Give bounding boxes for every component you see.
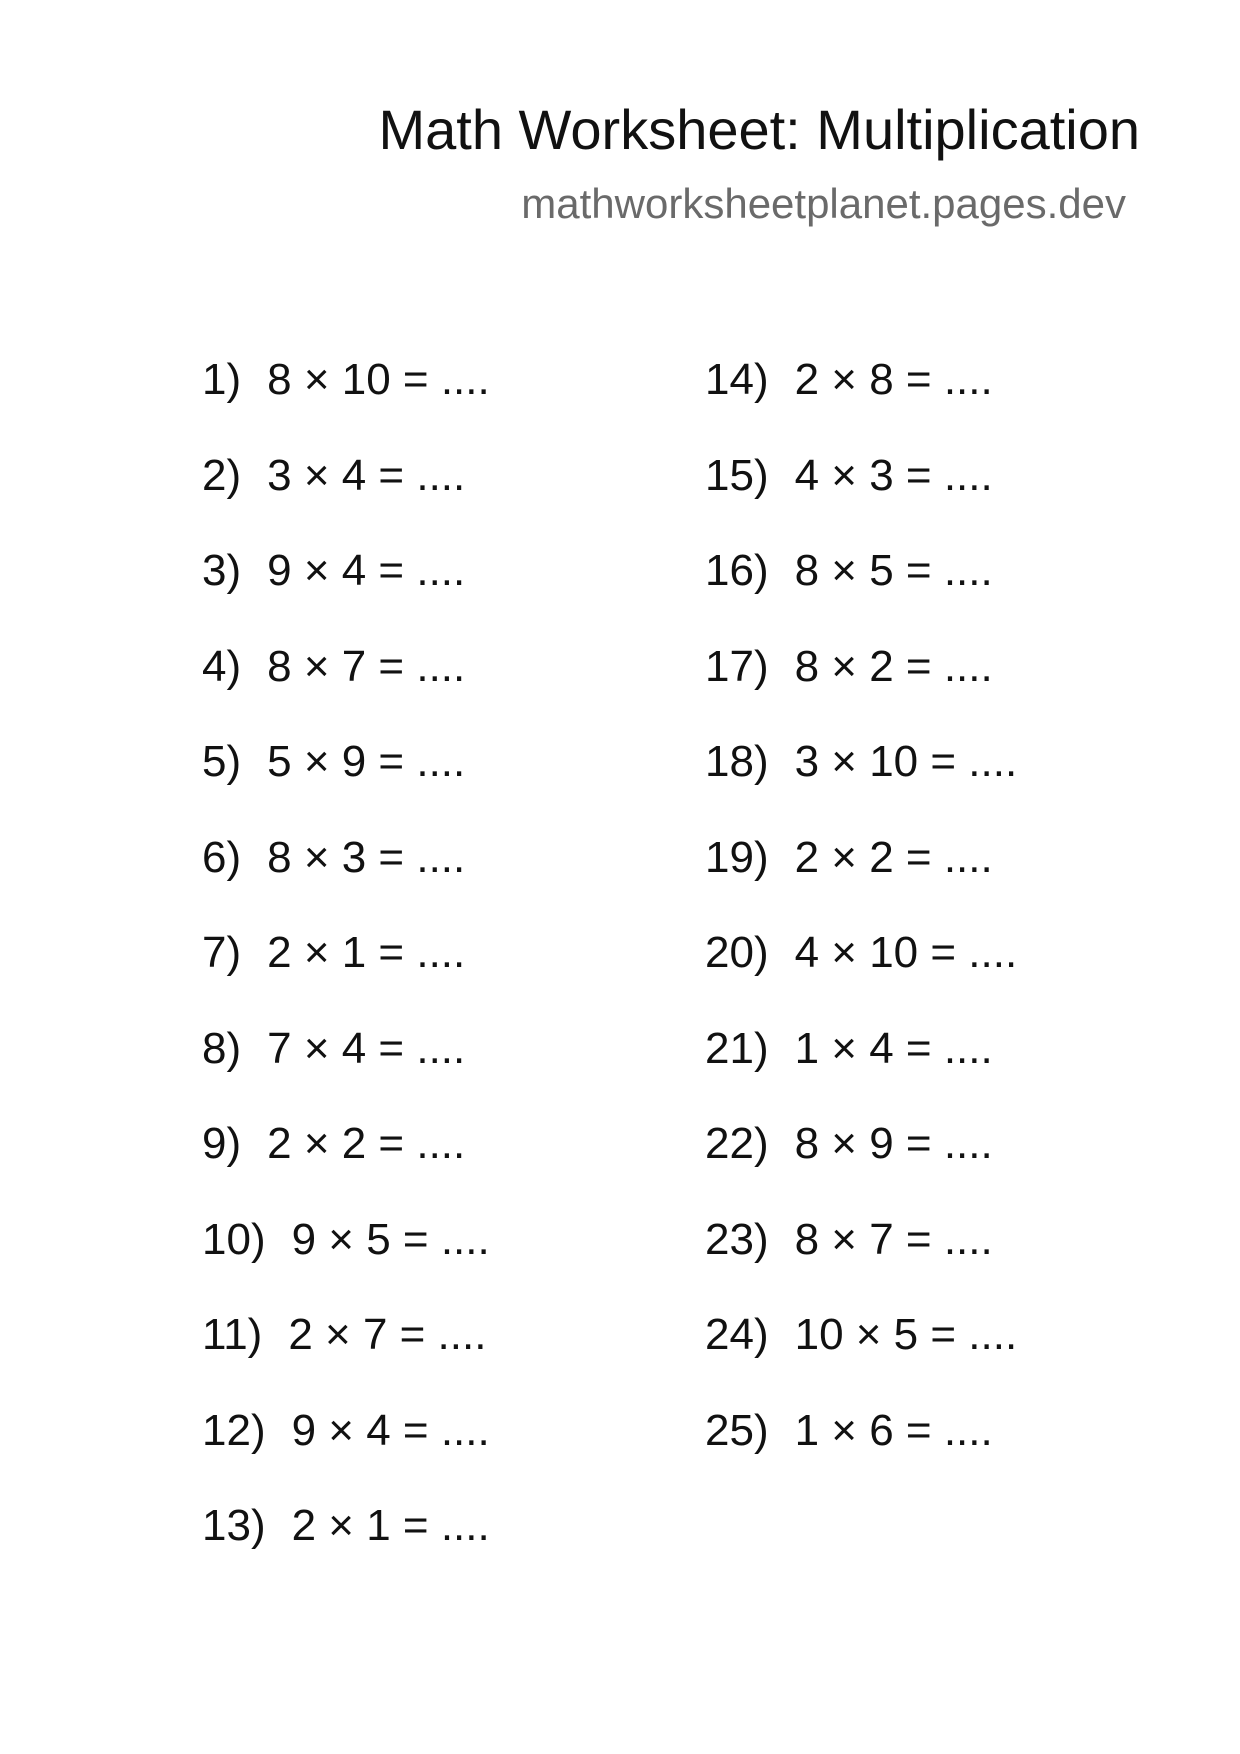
problem-item (202, 1399, 490, 1495)
problem-column-right (705, 348, 1017, 1494)
problem-number: 1) (202, 355, 242, 404)
problem-expression: 8 × 5 = .... (794, 546, 993, 595)
problem-item (705, 444, 1017, 540)
problem-expression: 4 × 3 = .... (794, 450, 993, 500)
problem-item (705, 1303, 1017, 1399)
problem-number: 15) (705, 450, 769, 500)
problem-number: 4) (202, 641, 242, 691)
problem-number: 24) (705, 1310, 769, 1359)
problem-number: 23) (705, 1214, 769, 1264)
problem-item (705, 635, 1017, 731)
problem-expression: 2 × 2 = .... (794, 832, 993, 882)
problem-number: 14) (705, 355, 769, 404)
problem-item (202, 1017, 490, 1113)
problem-item (705, 1112, 1017, 1208)
problem-item (202, 1208, 490, 1304)
problem-item (705, 730, 1017, 826)
problem-expression: 8 × 10 = .... (267, 355, 490, 404)
problem-expression: 7 × 4 = .... (267, 1023, 466, 1073)
problem-item (202, 826, 490, 922)
problem-expression: 10 × 5 = .... (794, 1310, 1018, 1359)
problem-number: 22) (705, 1119, 769, 1168)
problem-expression: 8 × 7 = .... (267, 641, 466, 691)
problem-expression: 2 × 1 = .... (291, 1501, 490, 1550)
problem-item (705, 1399, 1017, 1495)
problem-number: 19) (705, 832, 769, 882)
problem-number: 11) (202, 1310, 263, 1359)
problem-item (202, 348, 490, 444)
problem-item (202, 1494, 490, 1590)
problem-item (202, 1303, 490, 1399)
problem-expression: 2 × 7 = .... (288, 1310, 487, 1359)
problem-item (202, 730, 490, 826)
problem-number: 9) (202, 1119, 242, 1168)
problem-number: 5) (202, 737, 242, 786)
problem-number: 13) (202, 1501, 266, 1550)
worksheet-title: Math Worksheet: Multiplication (378, 98, 1140, 161)
problem-item (202, 635, 490, 731)
website-url: mathworksheetplanet.pages.dev (521, 180, 1126, 227)
problem-expression: 1 × 4 = .... (794, 1023, 993, 1073)
problem-item (705, 1017, 1017, 1113)
problem-item (705, 348, 1017, 444)
problem-expression: 8 × 2 = .... (794, 641, 993, 691)
problem-expression: 3 × 10 = .... (794, 737, 1018, 786)
problem-number: 17) (705, 641, 769, 691)
problem-number: 16) (705, 546, 769, 595)
problem-number: 6) (202, 832, 242, 882)
problem-number: 8) (202, 1023, 242, 1073)
problem-expression: 2 × 2 = .... (267, 1119, 466, 1168)
problem-item (705, 539, 1017, 635)
problem-expression: 9 × 4 = .... (291, 1405, 490, 1455)
problem-number: 10) (202, 1214, 266, 1264)
problem-item (202, 444, 490, 540)
problem-expression: 9 × 5 = .... (291, 1214, 490, 1264)
problem-item (705, 826, 1017, 922)
problem-item (705, 1208, 1017, 1304)
problem-expression: 2 × 1 = .... (267, 928, 466, 977)
problem-number: 25) (705, 1405, 769, 1455)
problem-expression: 8 × 3 = .... (267, 832, 466, 882)
problem-expression: 4 × 10 = .... (794, 928, 1018, 977)
problem-item (705, 921, 1017, 1017)
problem-number: 18) (705, 737, 769, 786)
problem-expression: 8 × 7 = .... (794, 1214, 993, 1264)
problem-number: 20) (705, 928, 769, 977)
problem-number: 2) (202, 450, 242, 500)
problem-expression: 5 × 9 = .... (267, 737, 466, 786)
problem-item (202, 1112, 490, 1208)
problem-expression: 8 × 9 = .... (794, 1119, 993, 1168)
problem-number: 21) (705, 1023, 769, 1073)
problem-item (202, 921, 490, 1017)
problem-expression: 2 × 8 = .... (794, 355, 993, 404)
problem-column-left (202, 348, 490, 1590)
problem-number: 3) (202, 546, 242, 595)
problem-number: 12) (202, 1405, 266, 1455)
problem-number: 7) (202, 928, 242, 977)
problem-item (202, 539, 490, 635)
problem-expression: 1 × 6 = .... (794, 1405, 993, 1455)
problem-expression: 3 × 4 = .... (267, 450, 466, 500)
problem-expression: 9 × 4 = .... (267, 546, 466, 595)
